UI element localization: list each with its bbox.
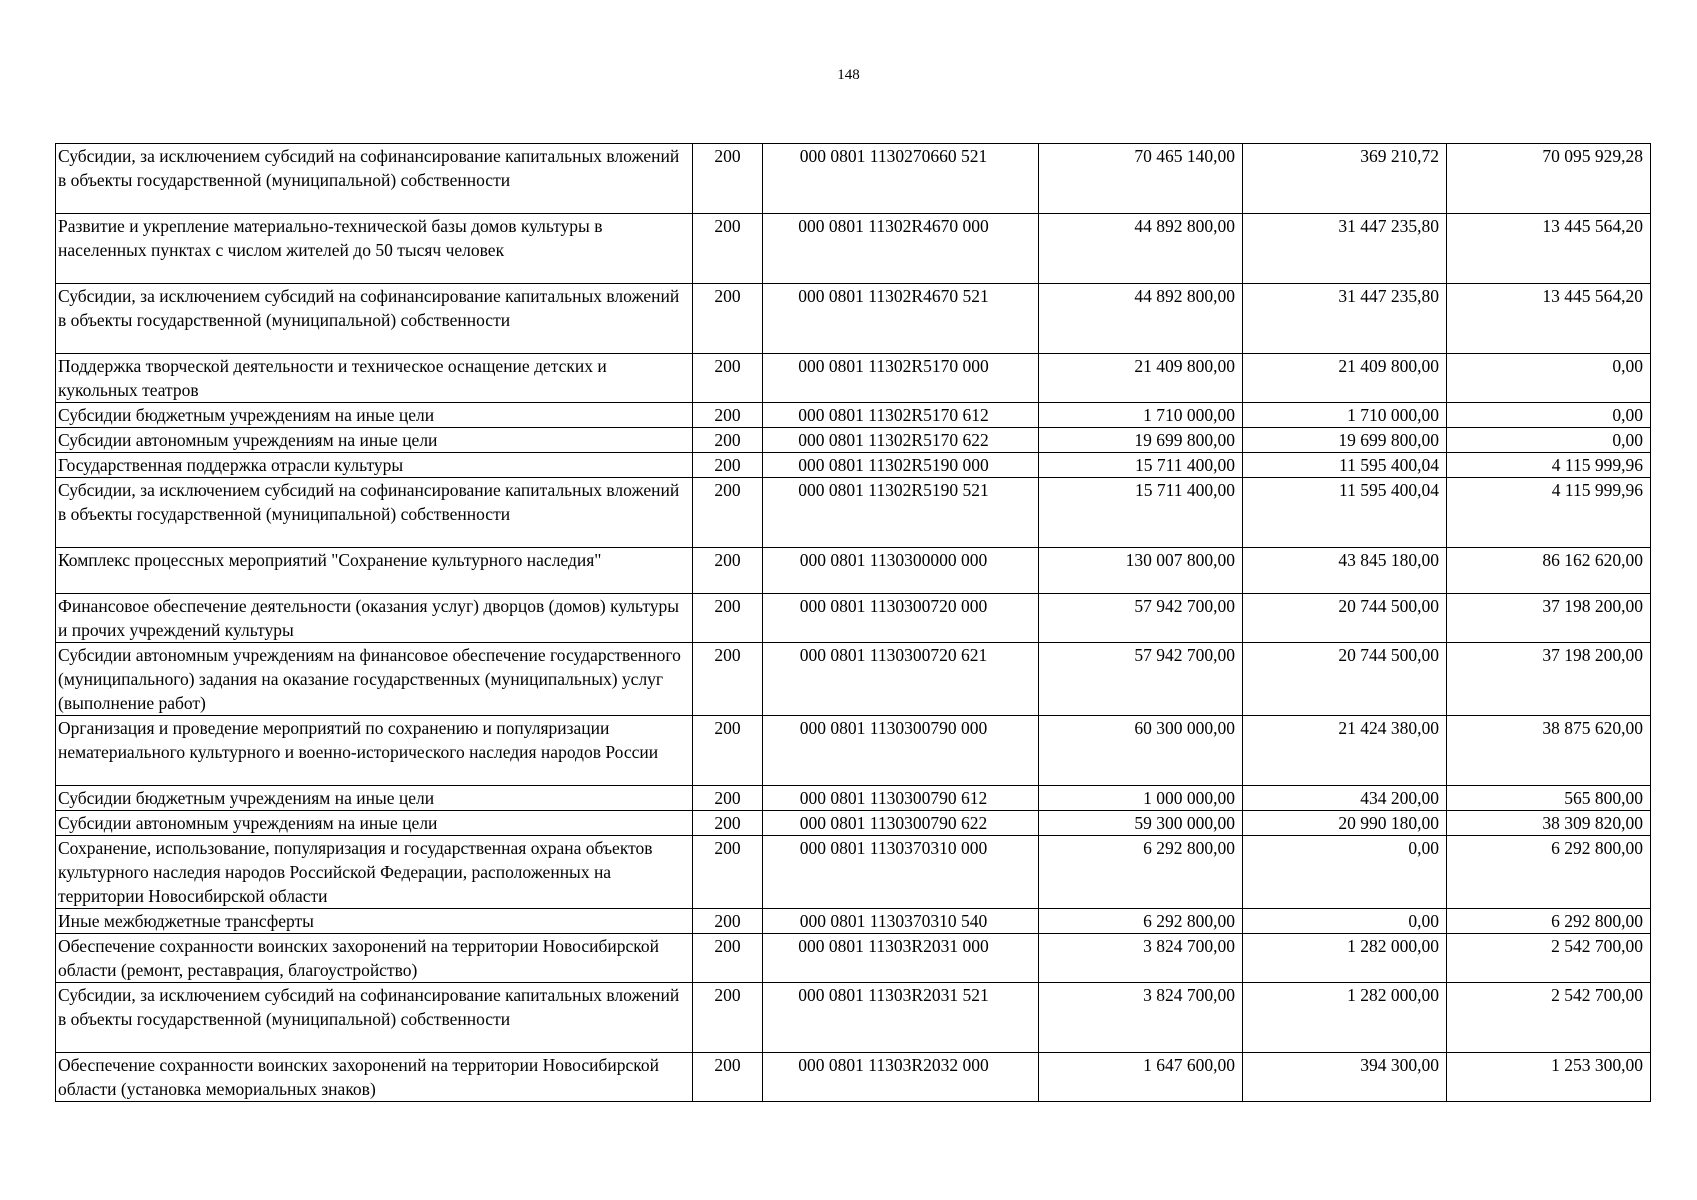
- table-row: [56, 643, 1651, 716]
- row-executed-cell: 11 595 400,04: [1243, 478, 1447, 548]
- row-executed-cell: 1 282 000,00: [1243, 983, 1447, 1053]
- table-row: [56, 428, 1651, 453]
- row-code-cell: 200: [693, 909, 763, 934]
- row-executed-cell: 369 210,72: [1243, 144, 1447, 214]
- row-plan-cell: 15 711 400,00: [1039, 453, 1243, 478]
- row-remainder-cell: 13 445 564,20: [1447, 284, 1651, 354]
- row-name-cell: Финансовое обеспечение деятельности (оказания услуг) дворцов (домов) культуры и прочих учреждений культуры: [56, 594, 693, 643]
- row-executed-cell: 21 424 380,00: [1243, 716, 1447, 786]
- row-code-cell: 200: [693, 934, 763, 983]
- row-remainder-cell: 565 800,00: [1447, 786, 1651, 811]
- table-row: [56, 716, 1651, 786]
- row-code-cell: 200: [693, 786, 763, 811]
- row-code-cell: 200: [693, 284, 763, 354]
- row-name-cell: Субсидии, за исключением субсидий на софинансирование капитальных вложений в объекты государственной (муниципальной) собственности: [56, 284, 693, 354]
- row-code-cell: 200: [693, 354, 763, 403]
- row-remainder-cell: 6 292 800,00: [1447, 836, 1651, 909]
- row-executed-cell: 20 744 500,00: [1243, 643, 1447, 716]
- row-executed-cell: 1 282 000,00: [1243, 934, 1447, 983]
- row-remainder-cell: 0,00: [1447, 428, 1651, 453]
- row-kbk-cell: 000 0801 11302R5190 521: [763, 478, 1039, 548]
- row-executed-cell: 434 200,00: [1243, 786, 1447, 811]
- table-row: [56, 478, 1651, 548]
- row-name-cell: Комплекс процессных мероприятий "Сохранение культурного наследия": [56, 548, 693, 594]
- row-executed-cell: 31 447 235,80: [1243, 284, 1447, 354]
- row-plan-cell: 15 711 400,00: [1039, 478, 1243, 548]
- row-remainder-cell: 13 445 564,20: [1447, 214, 1651, 284]
- row-code-cell: 200: [693, 478, 763, 548]
- table-row: [56, 594, 1651, 643]
- table-row: [56, 453, 1651, 478]
- row-remainder-cell: 38 309 820,00: [1447, 811, 1651, 836]
- row-remainder-cell: 2 542 700,00: [1447, 983, 1651, 1053]
- row-plan-cell: 60 300 000,00: [1039, 716, 1243, 786]
- row-name-cell: Обеспечение сохранности воинских захоронений на территории Новосибирской области (установка мемориальных знаков): [56, 1053, 693, 1102]
- row-remainder-cell: 38 875 620,00: [1447, 716, 1651, 786]
- row-kbk-cell: 000 0801 1130300000 000: [763, 548, 1039, 594]
- page-number: 148: [837, 67, 860, 83]
- row-plan-cell: 130 007 800,00: [1039, 548, 1243, 594]
- row-executed-cell: 20 744 500,00: [1243, 594, 1447, 643]
- row-name-cell: Иные межбюджетные трансферты: [56, 909, 693, 934]
- table-row: [56, 983, 1651, 1053]
- row-code-cell: 200: [693, 214, 763, 284]
- row-name-cell: Обеспечение сохранности воинских захоронений на территории Новосибирской области (ремонт, реставрация, благоустройство): [56, 934, 693, 983]
- row-code-cell: 200: [693, 403, 763, 428]
- row-plan-cell: 59 300 000,00: [1039, 811, 1243, 836]
- row-executed-cell: 43 845 180,00: [1243, 548, 1447, 594]
- row-kbk-cell: 000 0801 11302R4670 521: [763, 284, 1039, 354]
- row-remainder-cell: 2 542 700,00: [1447, 934, 1651, 983]
- row-name-cell: Субсидии автономным учреждениям на иные цели: [56, 428, 693, 453]
- row-plan-cell: 57 942 700,00: [1039, 643, 1243, 716]
- row-plan-cell: 3 824 700,00: [1039, 983, 1243, 1053]
- row-plan-cell: 1 647 600,00: [1039, 1053, 1243, 1102]
- row-kbk-cell: 000 0801 11302R5170 612: [763, 403, 1039, 428]
- table-row: [56, 934, 1651, 983]
- table-row: [56, 144, 1651, 214]
- row-kbk-cell: 000 0801 1130300790 622: [763, 811, 1039, 836]
- row-code-cell: 200: [693, 548, 763, 594]
- row-name-cell: Организация и проведение мероприятий по сохранению и популяризации нематериального культурного и военно-исторического наследия народов России: [56, 716, 693, 786]
- row-remainder-cell: 37 198 200,00: [1447, 594, 1651, 643]
- row-name-cell: Сохранение, использование, популяризация и государственная охрана объектов культурного наследия народов Российской Федерации, расположенных на территории Новосибирской области: [56, 836, 693, 909]
- row-remainder-cell: 4 115 999,96: [1447, 478, 1651, 548]
- row-name-cell: Субсидии, за исключением субсидий на софинансирование капитальных вложений в объекты государственной (муниципальной) собственности: [56, 478, 693, 548]
- table-body: [56, 144, 1651, 1102]
- row-code-cell: 200: [693, 643, 763, 716]
- row-plan-cell: 19 699 800,00: [1039, 428, 1243, 453]
- table-row: [56, 214, 1651, 284]
- row-remainder-cell: 1 253 300,00: [1447, 1053, 1651, 1102]
- row-plan-cell: 21 409 800,00: [1039, 354, 1243, 403]
- row-kbk-cell: 000 0801 1130300720 621: [763, 643, 1039, 716]
- row-remainder-cell: 70 095 929,28: [1447, 144, 1651, 214]
- row-plan-cell: 1 710 000,00: [1039, 403, 1243, 428]
- row-name-cell: Поддержка творческой деятельности и техническое оснащение детских и кукольных театров: [56, 354, 693, 403]
- row-plan-cell: 6 292 800,00: [1039, 909, 1243, 934]
- table-row: [56, 354, 1651, 403]
- row-executed-cell: 0,00: [1243, 836, 1447, 909]
- row-plan-cell: 70 465 140,00: [1039, 144, 1243, 214]
- row-kbk-cell: 000 0801 11303R2032 000: [763, 1053, 1039, 1102]
- row-kbk-cell: 000 0801 1130300790 612: [763, 786, 1039, 811]
- table-row: [56, 836, 1651, 909]
- row-code-cell: 200: [693, 811, 763, 836]
- row-code-cell: 200: [693, 983, 763, 1053]
- row-name-cell: Субсидии автономным учреждениям на финансовое обеспечение государственного (муниципального) задания на оказание государственных (муниципальных) услуг (выполнение работ): [56, 643, 693, 716]
- row-name-cell: Развитие и укрепление материально-технической базы домов культуры в населенных пунктах с числом жителей до 50 тысяч человек: [56, 214, 693, 284]
- row-code-cell: 200: [693, 716, 763, 786]
- table-row: [56, 786, 1651, 811]
- budget-execution-table: [55, 143, 1651, 1102]
- row-executed-cell: 31 447 235,80: [1243, 214, 1447, 284]
- row-name-cell: Субсидии, за исключением субсидий на софинансирование капитальных вложений в объекты государственной (муниципальной) собственности: [56, 144, 693, 214]
- row-kbk-cell: 000 0801 1130300790 000: [763, 716, 1039, 786]
- row-kbk-cell: 000 0801 11302R4670 000: [763, 214, 1039, 284]
- row-plan-cell: 6 292 800,00: [1039, 836, 1243, 909]
- row-kbk-cell: 000 0801 11302R5170 000: [763, 354, 1039, 403]
- row-remainder-cell: 86 162 620,00: [1447, 548, 1651, 594]
- row-remainder-cell: 6 292 800,00: [1447, 909, 1651, 934]
- row-code-cell: 200: [693, 144, 763, 214]
- table-row: [56, 811, 1651, 836]
- row-name-cell: Субсидии бюджетным учреждениям на иные цели: [56, 786, 693, 811]
- row-executed-cell: 19 699 800,00: [1243, 428, 1447, 453]
- table-row: [56, 403, 1651, 428]
- row-kbk-cell: 000 0801 1130300720 000: [763, 594, 1039, 643]
- row-remainder-cell: 37 198 200,00: [1447, 643, 1651, 716]
- row-code-cell: 200: [693, 428, 763, 453]
- row-kbk-cell: 000 0801 11302R5190 000: [763, 453, 1039, 478]
- row-plan-cell: 57 942 700,00: [1039, 594, 1243, 643]
- row-executed-cell: 11 595 400,04: [1243, 453, 1447, 478]
- table-row: [56, 1053, 1651, 1102]
- row-code-cell: 200: [693, 594, 763, 643]
- row-kbk-cell: 000 0801 1130370310 000: [763, 836, 1039, 909]
- table-row: [56, 548, 1651, 594]
- row-code-cell: 200: [693, 453, 763, 478]
- row-remainder-cell: 0,00: [1447, 354, 1651, 403]
- row-name-cell: Субсидии автономным учреждениям на иные цели: [56, 811, 693, 836]
- table-row: [56, 909, 1651, 934]
- row-remainder-cell: 4 115 999,96: [1447, 453, 1651, 478]
- row-executed-cell: 394 300,00: [1243, 1053, 1447, 1102]
- row-plan-cell: 1 000 000,00: [1039, 786, 1243, 811]
- table-row: [56, 284, 1651, 354]
- row-kbk-cell: 000 0801 11302R5170 622: [763, 428, 1039, 453]
- row-remainder-cell: 0,00: [1447, 403, 1651, 428]
- row-executed-cell: 21 409 800,00: [1243, 354, 1447, 403]
- row-name-cell: Государственная поддержка отрасли культуры: [56, 453, 693, 478]
- row-kbk-cell: 000 0801 11303R2031 521: [763, 983, 1039, 1053]
- row-plan-cell: 44 892 800,00: [1039, 284, 1243, 354]
- row-code-cell: 200: [693, 836, 763, 909]
- row-kbk-cell: 000 0801 11303R2031 000: [763, 934, 1039, 983]
- row-kbk-cell: 000 0801 1130370310 540: [763, 909, 1039, 934]
- row-kbk-cell: 000 0801 1130270660 521: [763, 144, 1039, 214]
- row-name-cell: Субсидии, за исключением субсидий на софинансирование капитальных вложений в объекты государственной (муниципальной) собственности: [56, 983, 693, 1053]
- row-executed-cell: 1 710 000,00: [1243, 403, 1447, 428]
- row-code-cell: 200: [693, 1053, 763, 1102]
- row-executed-cell: 20 990 180,00: [1243, 811, 1447, 836]
- row-name-cell: Субсидии бюджетным учреждениям на иные цели: [56, 403, 693, 428]
- row-plan-cell: 3 824 700,00: [1039, 934, 1243, 983]
- row-executed-cell: 0,00: [1243, 909, 1447, 934]
- row-plan-cell: 44 892 800,00: [1039, 214, 1243, 284]
